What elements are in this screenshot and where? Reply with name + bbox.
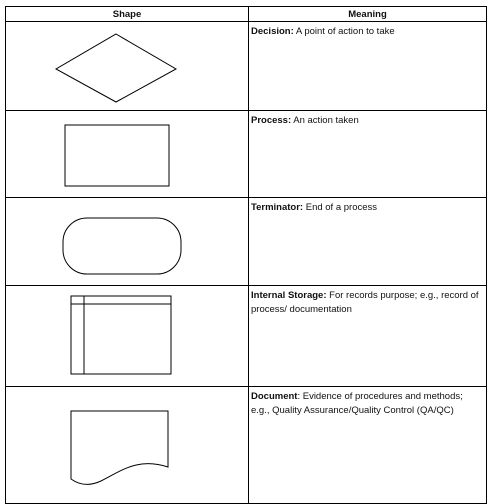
shape-cell-terminator [6, 198, 249, 286]
description-internal-storage: For records purpose; e.g., record of process/ documentation [251, 290, 479, 315]
table-row [6, 198, 487, 286]
meaning-cell-internal-storage [249, 286, 487, 387]
term-internal-storage: Internal Storage: [251, 290, 327, 301]
shape-cell-document [6, 387, 249, 504]
meaning-cell-decision [249, 22, 487, 111]
table-row [6, 286, 487, 387]
description-document: : Evidence of procedures and methods; e.g., Quality Assurance/Quality Control (QA/QC) [251, 391, 463, 416]
header-meaning: Meaning [249, 7, 487, 22]
description-process: An action taken [291, 115, 359, 126]
shape-cell-process [6, 111, 249, 198]
table-header-row [6, 7, 487, 22]
description-decision: A point of action to take [293, 26, 395, 37]
term-document: Document [251, 391, 298, 402]
document-wave-shape-icon [6, 387, 249, 503]
term-decision: Decision: [251, 26, 294, 37]
header-shape: Shape [6, 7, 249, 22]
table-row [6, 22, 487, 111]
shape-cell-internal-storage [6, 286, 249, 387]
table-row [6, 111, 487, 198]
diamond-shape-icon [6, 22, 249, 110]
term-terminator: Terminator: [251, 202, 304, 213]
table-row [6, 387, 487, 504]
flowchart-shape-table [5, 6, 487, 504]
meaning-cell-terminator [249, 198, 487, 286]
internal-storage-shape-icon [6, 286, 249, 386]
rectangle-shape-icon [6, 111, 249, 197]
description-terminator: End of a process [303, 202, 378, 213]
rounded-terminator-shape-icon [6, 198, 249, 285]
shape-cell-decision [6, 22, 249, 111]
meaning-cell-process [249, 111, 487, 198]
meaning-cell-document [249, 387, 487, 504]
term-process: Process: [251, 115, 292, 126]
